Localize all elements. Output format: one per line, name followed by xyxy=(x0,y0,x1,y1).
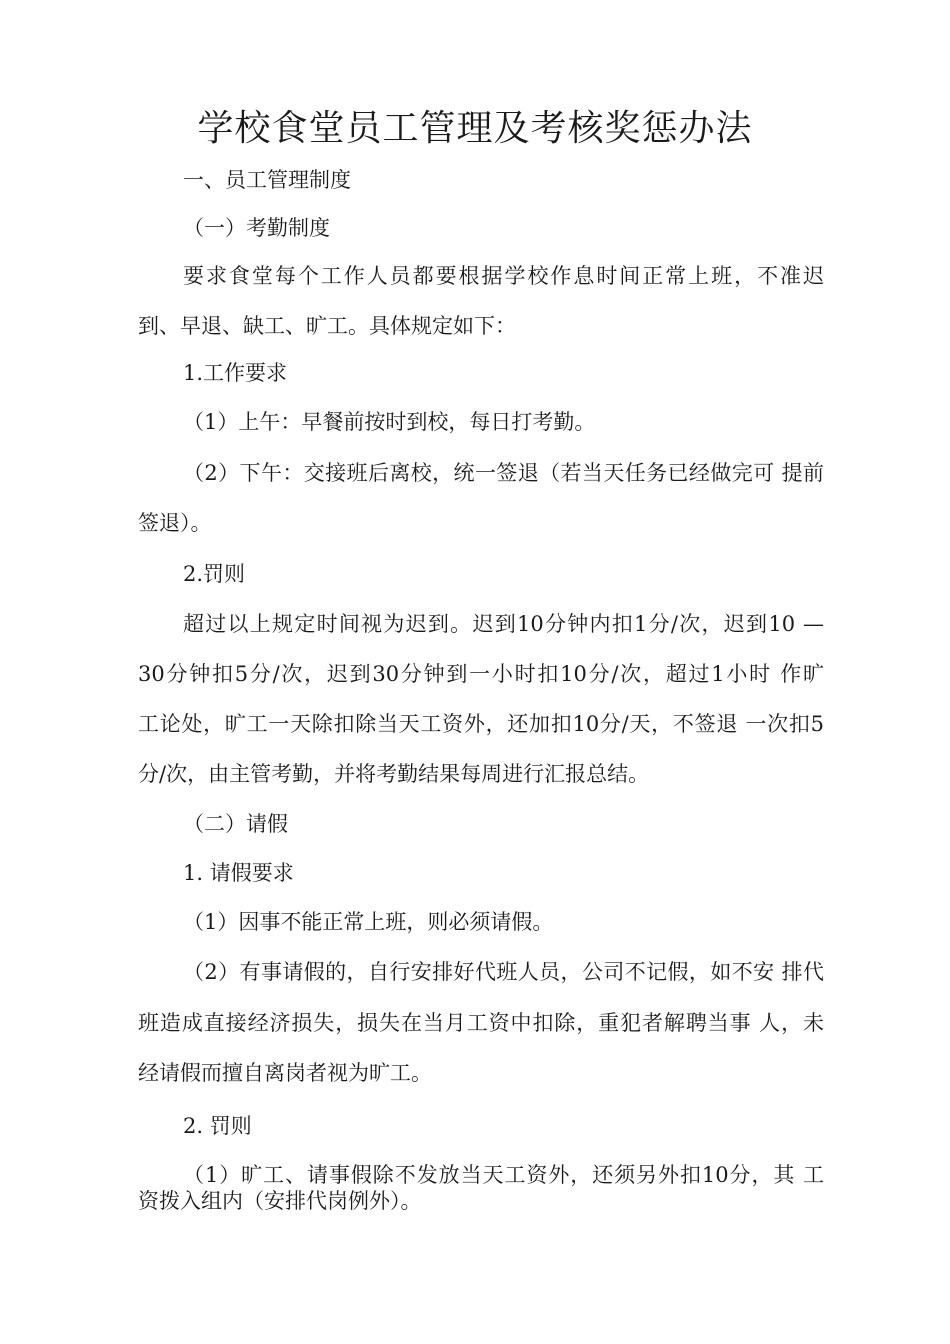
paragraph-line: 30分钟扣5分/次，迟到30分钟到一小时扣10分/次，超过1小时 作旷 xyxy=(138,662,824,686)
paragraph-line: （1）上午：早餐前按时到校，每日打考勤。 xyxy=(183,410,596,434)
paragraph-line: 到、早退、缺工、旷工。具体规定如下： xyxy=(138,314,516,338)
paragraph-line: 要求食堂每个工作人员都要根据学校作息时间正常上班，不准迟 xyxy=(183,264,824,288)
paragraph-line: （1）因事不能正常上班，则必须请假。 xyxy=(183,910,554,934)
paragraph-line: （2）有事请假的，自行安排好代班人员，公司不记假，如不安 排代 xyxy=(183,960,824,984)
paragraph-line: （2）下午：交接班后离校，统一签退（若当天任务已经做完可 提前 xyxy=(183,461,824,485)
paragraph-line: 经请假而擅自离岗者视为旷工。 xyxy=(138,1061,432,1085)
document-title: 学校食堂员工管理及考核奖惩办法 xyxy=(197,108,753,149)
paragraph-line: 签退）。 xyxy=(138,511,212,535)
subsection-heading: （一）考勤制度 xyxy=(183,216,330,240)
item-heading: 2. 罚则 xyxy=(183,1114,252,1138)
section-heading: 一、员工管理制度 xyxy=(183,168,351,192)
item-heading: 1. 请假要求 xyxy=(183,861,294,885)
paragraph-line: 班造成直接经济损失，损失在当月工资中扣除，重犯者解聘当事 人，未 xyxy=(138,1011,824,1035)
item-heading: 2.罚则 xyxy=(183,562,246,586)
paragraph-line: （1）旷工、请事假除不发放当天工资外，还须另外扣10分，其 工 xyxy=(183,1163,824,1187)
paragraph-line: 工论处，旷工一天除扣除当天工资外，还加扣10分/天，不签退 一次扣5 xyxy=(138,712,824,736)
paragraph-line: 资拨入组内（安排代岗例外）。 xyxy=(138,1189,422,1213)
subsection-heading: （二）请假 xyxy=(183,812,288,836)
paragraph-line: 超过以上规定时间视为迟到。迟到10分钟内扣1分/次，迟到10 — xyxy=(183,612,824,636)
paragraph-line: 分/次，由主管考勤，并将考勤结果每周进行汇报总结。 xyxy=(138,762,650,786)
item-heading: 1.工作要求 xyxy=(183,361,288,385)
